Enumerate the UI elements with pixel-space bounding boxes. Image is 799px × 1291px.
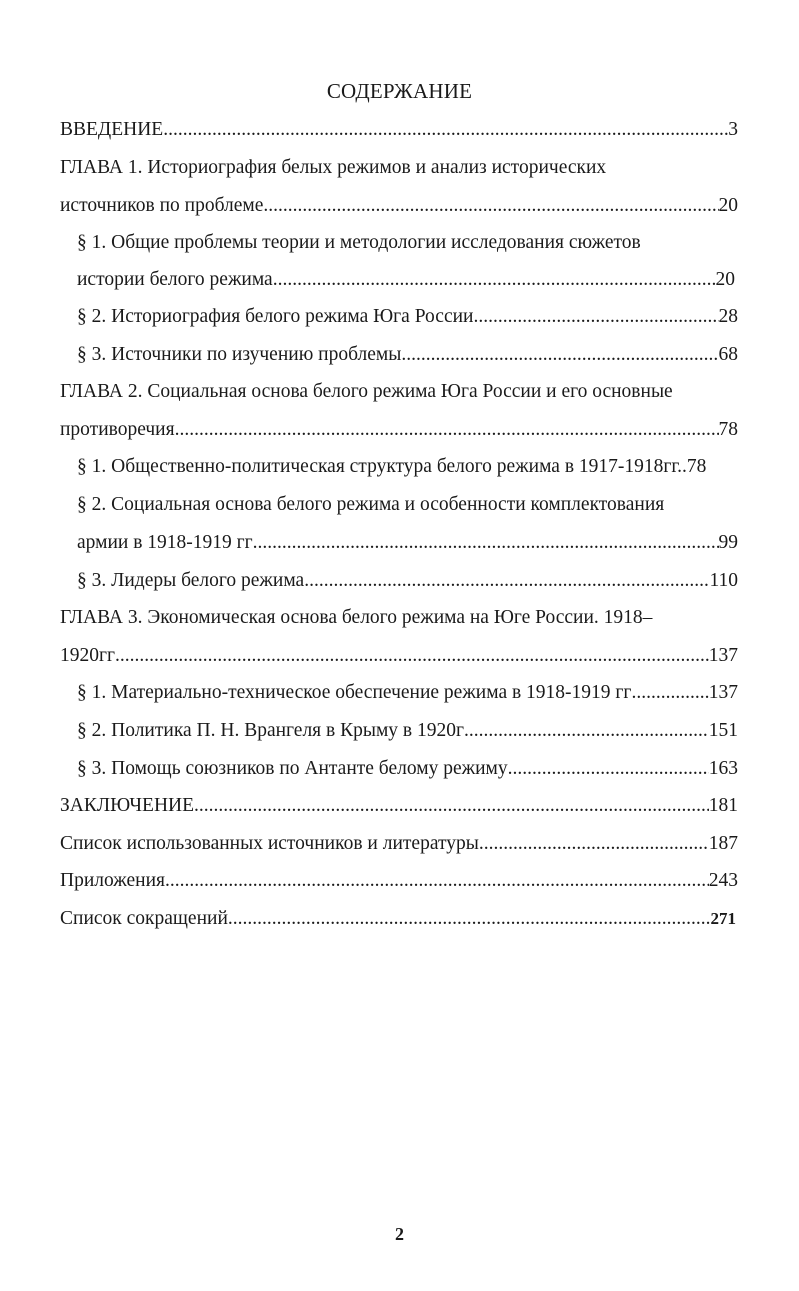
toc-entry-ch2-s2-line2[interactable] xyxy=(77,528,738,558)
toc-page-number: 28 xyxy=(718,306,738,327)
toc-page-number: 137 xyxy=(708,682,738,703)
toc-entry-conclusion[interactable] xyxy=(60,791,738,821)
toc-entry-text: § 2. Политика П. Н. Врангеля в Крыму в 1920г xyxy=(77,720,465,741)
toc-leader-dots xyxy=(273,265,716,295)
toc-entry-ch3-line1[interactable]: ГЛАВА 3. Экономическая основа белого режима на Юге России. 1918– xyxy=(60,607,653,628)
toc-leader-dots xyxy=(115,641,709,671)
toc-entry-ch2-s3[interactable] xyxy=(77,566,738,596)
toc-leader-dots xyxy=(508,754,709,784)
toc-page-number: 68 xyxy=(718,344,738,365)
toc-entry-ch1-s1-line2[interactable] xyxy=(77,265,735,295)
toc-entry-intro[interactable] xyxy=(60,115,738,145)
toc-entry-ch1-s3[interactable] xyxy=(77,340,738,370)
toc-entry-ch1-line2[interactable] xyxy=(60,191,738,221)
toc-entry-text: 1920гг xyxy=(60,645,115,666)
toc-page-number: 78 xyxy=(718,419,738,440)
toc-entry-text: армии в 1918-1919 гг xyxy=(77,532,253,553)
toc-leader-dots xyxy=(194,791,709,821)
toc-page-number: 271 xyxy=(710,909,736,928)
toc-entry-ch3-s2[interactable] xyxy=(77,716,738,746)
toc-entry-ch3-line2[interactable] xyxy=(60,641,738,671)
toc-entry-text: § 2. Историография белого режима Юга России xyxy=(77,306,474,327)
toc-entry-text: § 3. Источники по изучению проблемы xyxy=(77,344,402,365)
toc-entry-ch3-s1[interactable] xyxy=(77,678,738,708)
toc-entry-text: Приложения xyxy=(60,870,165,891)
toc-leader-dots xyxy=(304,566,709,596)
toc-entry-text: ВВЕДЕНИЕ xyxy=(60,119,164,140)
toc-entry-text: противоречия xyxy=(60,419,175,440)
page-number: 2 xyxy=(395,1224,404,1244)
toc-page-number: 137 xyxy=(708,645,738,666)
toc-entry-ch2-s1[interactable]: § 1. Общественно-политическая структура белого режима в 1917-1918гг..78 xyxy=(77,456,707,477)
toc-leader-dots xyxy=(165,866,709,896)
toc-page-number: 243 xyxy=(708,870,738,891)
toc-page-number: 3 xyxy=(728,119,738,140)
toc-entry-text: Список сокращений xyxy=(60,908,228,929)
toc-page-number: 110 xyxy=(709,570,738,591)
toc-entry-ch1-s1-line1[interactable]: § 1. Общие проблемы теории и методологии исследования сюжетов xyxy=(77,232,641,253)
toc-page-number: 187 xyxy=(708,833,738,854)
toc-leader-dots xyxy=(631,678,708,708)
toc-entry-ch2-line2[interactable] xyxy=(60,415,738,445)
toc-entry-sources[interactable] xyxy=(60,829,738,859)
toc-leader-dots xyxy=(163,115,728,145)
toc-entry-ch1-line1[interactable]: ГЛАВА 1. Историография белых режимов и анализ исторических xyxy=(60,157,607,178)
toc-entry-text: § 3. Помощь союзников по Антанте белому режиму xyxy=(77,758,508,779)
toc-page-number: 20 xyxy=(718,195,738,216)
toc-leader-dots xyxy=(175,415,719,445)
toc-leader-dots xyxy=(401,340,718,370)
toc-page-number: 181 xyxy=(708,795,738,816)
toc-leader-dots xyxy=(479,829,709,859)
toc-entry-ch3-s3[interactable] xyxy=(77,754,738,784)
toc-entry-text: § 1. Материально-техническое обеспечение режима в 1918-1919 гг xyxy=(77,682,632,703)
toc-page-number: 151 xyxy=(708,720,738,741)
toc-entry-ch1-s2[interactable] xyxy=(77,302,738,332)
toc-leader-dots xyxy=(263,191,718,221)
toc-entry-ch2-line1[interactable]: ГЛАВА 2. Социальная основа белого режима Юга России и его основные xyxy=(60,381,673,402)
toc-entry-ch2-s2-line1[interactable]: § 2. Социальная основа белого режима и особенности комплектования xyxy=(77,494,665,515)
toc-page-number: 99 xyxy=(718,532,738,553)
toc-entry-text: Список использованных источников и литературы xyxy=(60,833,479,854)
toc-entry-text: ЗАКЛЮЧЕНИЕ xyxy=(60,795,195,816)
toc-leader-dots xyxy=(253,528,719,558)
toc-leader-dots xyxy=(464,716,709,746)
toc-page-number: 163 xyxy=(708,758,738,779)
toc-leader-dots xyxy=(473,302,718,332)
toc-entry-appendix[interactable] xyxy=(60,866,738,896)
toc-page-number: 20 xyxy=(715,269,735,290)
toc-leader-dots xyxy=(228,904,711,934)
toc-entry-text: § 3. Лидеры белого режима xyxy=(77,570,305,591)
toc-entry-text: истории белого режима xyxy=(77,269,273,290)
toc-entry-text: источников по проблеме xyxy=(60,195,264,216)
toc-entry-abbrev[interactable] xyxy=(60,904,736,934)
toc-title: СОДЕРЖАНИЕ xyxy=(326,79,473,103)
